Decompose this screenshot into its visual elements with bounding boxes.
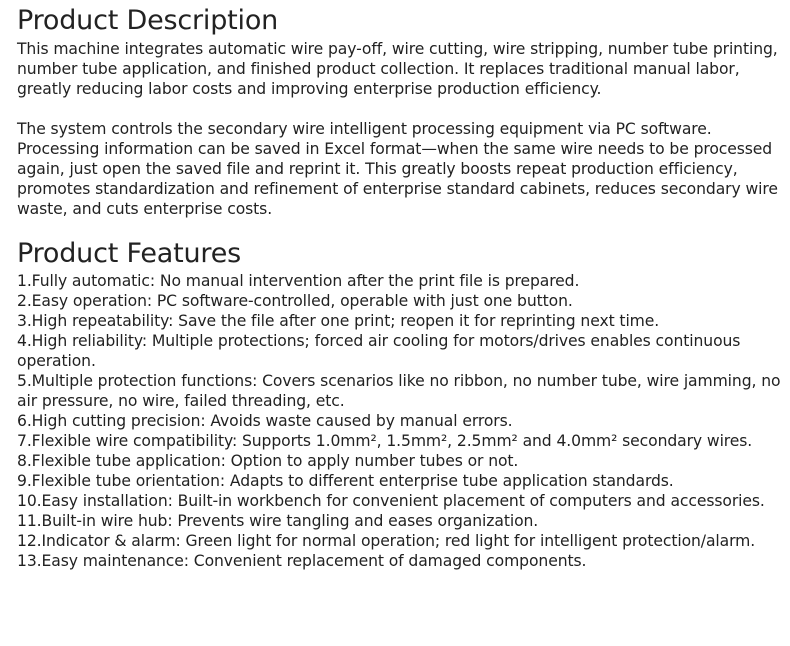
- feature-item: 4.High reliability: Multiple protections; forced air cooling for motors/drives enables continuous operation.: [17, 332, 741, 370]
- feature-item: 6.High cutting precision: Avoids waste caused by manual errors.: [17, 412, 513, 430]
- feature-item: 10.Easy installation: Built-in workbench for convenient placement of computers and accessories.: [17, 492, 765, 510]
- feature-item: 8.Flexible tube application: Option to apply number tubes or not.: [17, 452, 519, 470]
- description-paragraph-2: The system controls the secondary wire intelligent processing equipment via PC software. Processing information can be saved in Excel format—when the same wire needs to be processed again, just open the saved file and reprint it. This greatly boosts repeat production efficiency, promotes standardization and refinement of enterprise standard cabinets, reduces secondary wire waste, and cuts enterprise costs.: [17, 120, 778, 218]
- feature-item: 7.Flexible wire compatibility: Supports 1.0mm², 1.5mm², 2.5mm² and 4.0mm² secondary wires.: [17, 432, 753, 450]
- features-list: [17, 271, 782, 571]
- features-section: [17, 237, 782, 571]
- feature-item: 3.High repeatability: Save the file after one print; reopen it for reprinting next time.: [17, 312, 660, 330]
- description-paragraph-1: This machine integrates automatic wire pay-off, wire cutting, wire stripping, number tube printing, number tube application, and finished product collection. It replaces traditional manual labor, greatly reducing labor costs and improving enterprise production efficiency.: [17, 40, 778, 98]
- features-title: Product Features: [17, 238, 241, 269]
- feature-item: 1.Fully automatic: No manual intervention after the print file is prepared.: [17, 272, 580, 290]
- description-title: Product Description: [17, 5, 279, 36]
- feature-item: 9.Flexible tube orientation: Adapts to different enterprise tube application standards.: [17, 472, 674, 490]
- description-section: [17, 4, 782, 219]
- feature-item: 5.Multiple protection functions: Covers scenarios like no ribbon, no number tube, wire jamming, no air pressure, no wire, failed threading, etc.: [17, 372, 781, 410]
- feature-item: 12.Indicator & alarm: Green light for normal operation; red light for intelligent protection/alarm.: [17, 532, 756, 550]
- feature-item: 13.Easy maintenance: Convenient replacement of damaged components.: [17, 552, 587, 570]
- feature-item: 2.Easy operation: PC software-controlled, operable with just one button.: [17, 292, 573, 310]
- feature-item: 11.Built-in wire hub: Prevents wire tangling and eases organization.: [17, 512, 539, 530]
- product-page: [17, 4, 782, 571]
